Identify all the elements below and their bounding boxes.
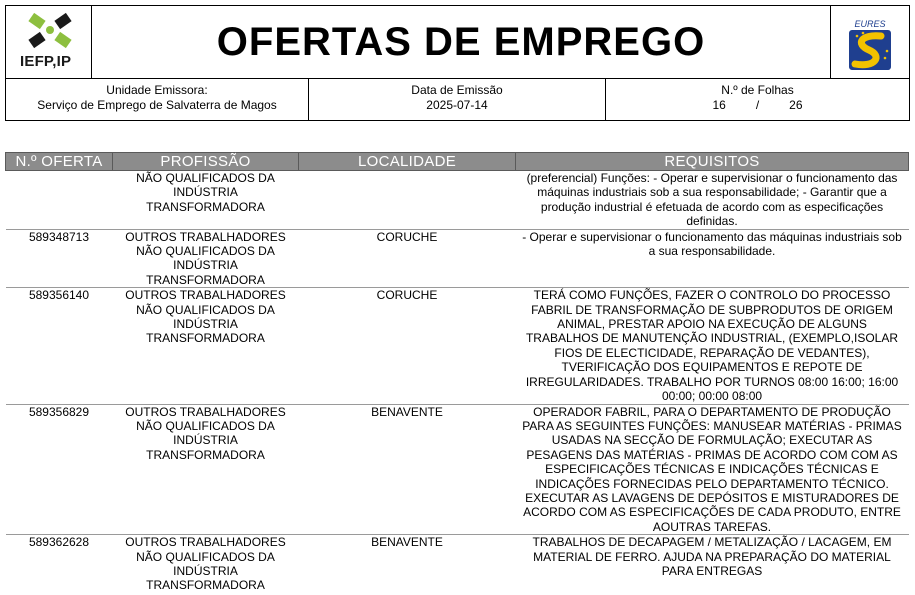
header-profissao: PROFISSÃO [113, 153, 299, 171]
numero-folhas [606, 79, 909, 121]
cell-localidade: CORUCHE [299, 229, 516, 288]
cell-profissao: OUTROS TRABALHADORES NÃO QUALIFICADOS DA INDÚSTRIA TRANSFORMADORA [125, 535, 286, 593]
offers-table [5, 152, 909, 595]
cell-profissao: OUTROS TRABALHADORES NÃO QUALIFICADOS DA INDÚSTRIA TRANSFORMADORA [113, 404, 299, 535]
title-cell [92, 6, 831, 78]
table-row [6, 229, 909, 288]
cell-requisitos: - Operar e supervisionar o funcionamento das máquinas industriais sob a sua responsabilidade. [516, 229, 909, 288]
folhas-separator: / [755, 98, 760, 112]
table-header-row [6, 153, 909, 171]
unidade-label: Unidade Emissora: [106, 83, 208, 97]
table-row [6, 404, 909, 535]
iefp-logo-icon [20, 13, 80, 53]
header-requisitos: REQUISITOS [516, 153, 909, 171]
cell-num [6, 171, 113, 230]
data-label: Data de Emissão [411, 83, 503, 97]
cell-requisitos: TRABALHOS DE DECAPAGEM / METALIZAÇÃO / LACAGEM, EM MATERIAL DE FERRO. AJUDA NA PREPARAÇÃO DO MATERIAL PARA ENTREGAS [532, 535, 892, 578]
cell-num: 589348713 [6, 229, 113, 288]
data-value: 2025-07-14 [426, 98, 488, 112]
cell-profissao: OUTROS TRABALHADORES NÃO QUALIFICADOS DA INDÚSTRIA TRANSFORMADORA [113, 288, 299, 404]
folhas-total: 26 [789, 98, 803, 112]
folhas-values [606, 98, 909, 113]
cell-profissao: OUTROS TRABALHADORES NÃO QUALIFICADOS DA INDÚSTRIA TRANSFORMADORA [113, 229, 299, 288]
cell-localidade: BENAVENTE [371, 535, 443, 550]
cell-num: 589356829 [6, 404, 113, 535]
cell-num: 589356140 [6, 288, 113, 404]
cell-localidade [299, 171, 516, 230]
cell-num: 589362628 [28, 535, 90, 550]
data-emissao [309, 79, 606, 121]
page-title: OFERTAS DE EMPREGO [216, 19, 706, 64]
eures-logo-icon [831, 6, 909, 78]
info-row [6, 78, 909, 120]
header-n-oferta: N.º OFERTA [6, 153, 113, 171]
document-header [5, 5, 910, 121]
cell-requisitos: (preferencial) Funções: - Operar e supervisionar o funcionamento das máquinas industriais sob a sua responsabilidade; - Garantir que a produção industrial é efetuada de acordo com as especificações definidas. [516, 171, 909, 230]
table-row [6, 535, 909, 595]
eures-logo-text: EURES [854, 19, 886, 29]
cell-profissao: NÃO QUALIFICADOS DA INDÚSTRIA TRANSFORMADORA [113, 171, 299, 230]
cell-requisitos: TERÁ COMO FUNÇÕES, FAZER O CONTROLO DO PROCESSO FABRIL DE TRANSFORMAÇÃO DE SUBPRODUTOS DE ORIGEM ANIMAL, PRESTAR APOIO NA EXECUÇÃO DE ALGUNS TRABALHOS DE MANUTENÇÃO INDUSTRIAL, (EXEMPLO,ISOLAR FIOS DE ELECTICIDADE, REPARAÇÃO DE VEDANTES), TVERIFICAÇÃO DOS EQUIPAMENTOS E REPOTE DE IRREGULARIDADES. TRABALHO POR TURNOS 08:00 16:00; 16:00 00:00; 00:00 08:00 [516, 288, 909, 404]
iefp-logo-cell [6, 6, 92, 78]
folhas-label: N.º de Folhas [721, 83, 794, 97]
iefp-logo-text: IEFP,IP [20, 53, 72, 70]
cell-requisitos: OPERADOR FABRIL, PARA O DEPARTAMENTO DE PRODUÇÃO PARA AS SEGUINTES FUNÇÕES: MANUSEAR MATÉRIAS - PRIMAS USADAS NA SECÇÃO DE FORMULAÇÃO; EXECUTAR AS PESAGENS DAS MATÉRIAS - PRIMAS DE ACORDO COM COM AS ESPECIFICAÇÕES TÉCNICAS E INDICAÇÕES TÉCNICAS E INDICAÇÕES FORNECIDAS PELO DEPARTAMENTO TÉCNICO. EXECUTAR AS LAVAGENS DE DEPÓSITOS E MISTURADORES DE ACORDO COM AS ESPECIFICAÇÕES DE CADA PRODUTO, ENTRE AOUTRAS TAREFAS. [516, 404, 909, 535]
folhas-current: 16 [712, 98, 726, 112]
unidade-value: Serviço de Emprego de Salvaterra de Magos [37, 98, 277, 112]
iefp-logo [20, 13, 80, 75]
cell-localidade: BENAVENTE [299, 404, 516, 535]
table-row [6, 171, 909, 230]
unidade-emissora [6, 79, 309, 121]
table-row [6, 288, 909, 404]
header-localidade: LOCALIDADE [299, 153, 516, 171]
cell-localidade: CORUCHE [299, 288, 516, 404]
eures-logo-cell [831, 6, 909, 78]
